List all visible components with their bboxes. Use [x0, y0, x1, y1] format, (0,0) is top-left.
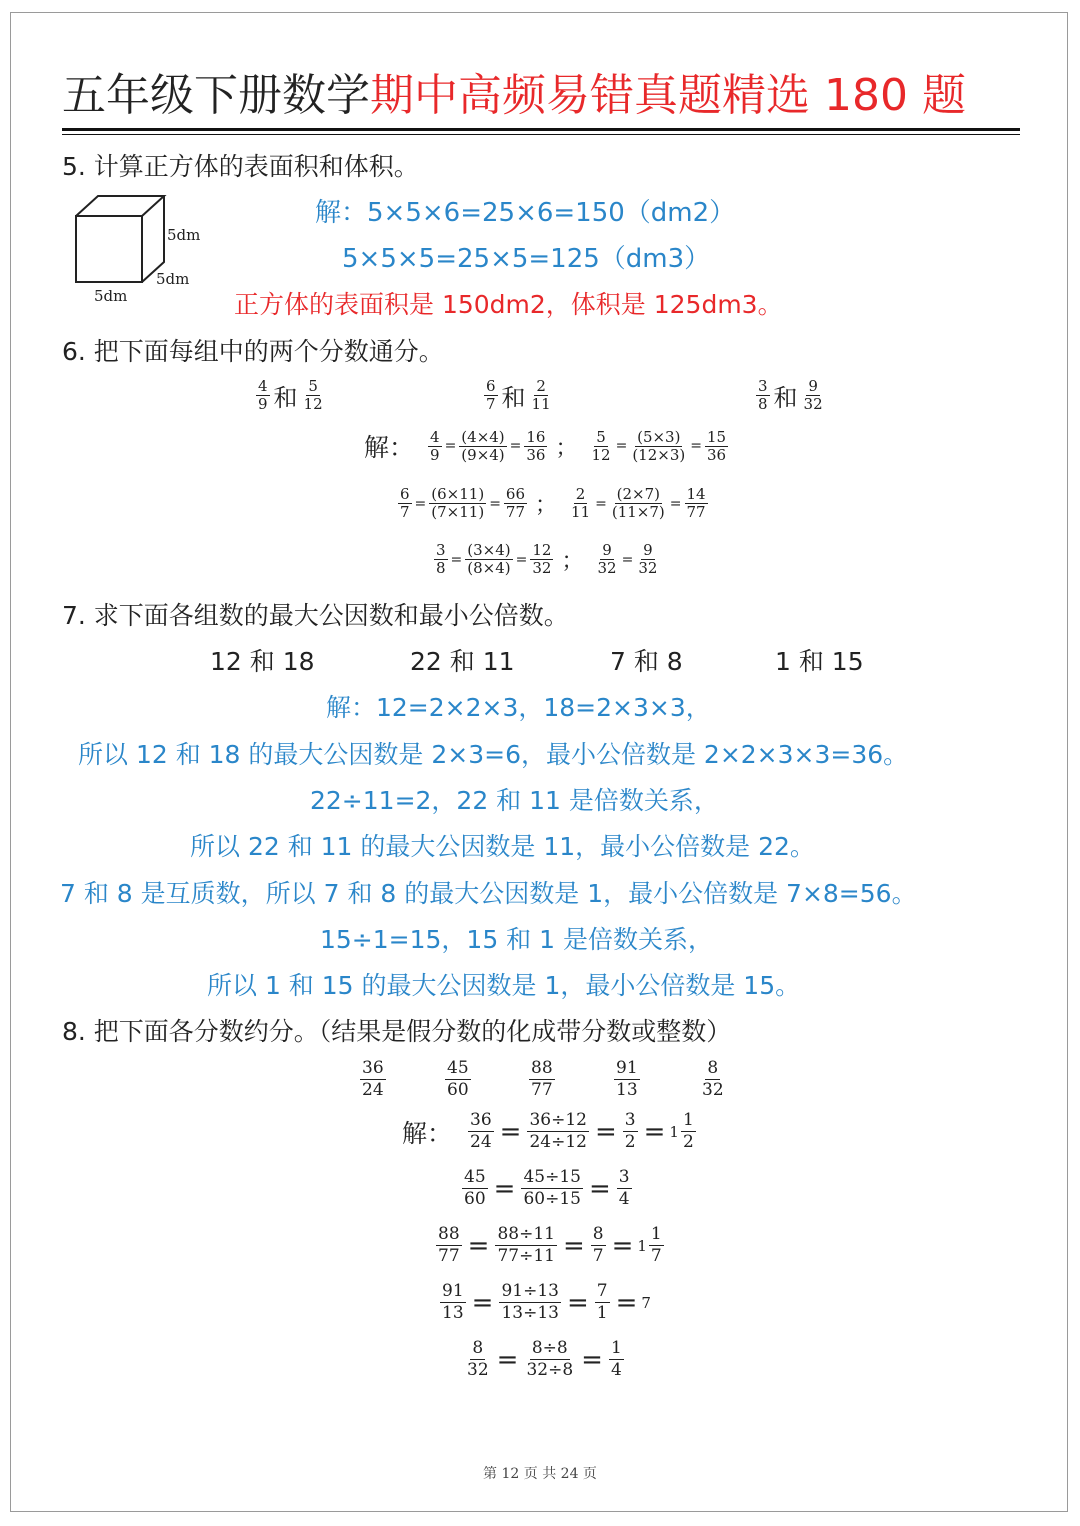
fraction: $\frac{15}{36}$ — [706, 427, 727, 464]
cube-label-depth: 5dm — [156, 270, 190, 288]
fraction: $\frac{(6\times 11)}{(7\times 11)}$ — [431, 485, 485, 521]
q5-solution-line1: 解：5×5×6=25×6=150（dm2） — [315, 198, 736, 228]
q5-solution-line2: 5×5×5=25×5=125（dm3） — [342, 244, 711, 274]
fraction: $\frac{4}{9}$ — [430, 427, 440, 464]
fraction: $\frac{45}{60}$ — [464, 1167, 486, 1209]
q7-line-7: 所以 1 和 15 的最大公因数是 1，最小公倍数是 15。 — [207, 971, 801, 1000]
fraction: $\frac{1}{4}$ — [610, 1338, 622, 1380]
jie-label: 解： — [402, 1118, 453, 1148]
fraction: $\frac{2}{11}$ — [571, 485, 591, 521]
mixed-number: 1 $\frac{1}{7}$ — [637, 1224, 662, 1266]
q5-question: 5. 计算正方体的表面积和体积。 — [62, 152, 419, 181]
q8-solution-2: $\frac{45}{60}$ = $\frac{45\div 15}{60\div 15}$ = $\frac{3}{4}$ — [464, 1167, 630, 1209]
fraction: $\frac{3}{2}$ — [624, 1110, 636, 1152]
q7-line-1: 解：12=2×2×3，18=2×3×3， — [326, 693, 711, 722]
q8-solution-5: $\frac{8}{32}$ = $\frac{8\div 8}{32\div 8}$ = $\frac{1}{4}$ — [467, 1338, 622, 1380]
title-rule-thin — [62, 134, 1020, 135]
fraction: $\frac{91}{13}$ — [616, 1058, 638, 1100]
q7-line-4: 所以 22 和 11 的最大公因数是 11，最小公倍数是 22。 — [190, 832, 815, 861]
fraction: $\frac{2}{11}$ — [531, 377, 551, 413]
fraction: $\frac{14}{77}$ — [686, 485, 706, 521]
title-rule-thick — [62, 128, 1020, 131]
separator: ； — [555, 435, 578, 461]
q6-solution-row-1: 解： $\frac{4}{9}$ = $\frac{(4\times 4)}{(9\times 4)}$ = $\frac{16}{36}$ ； $\frac{5}{12}$ = $\frac{(5\times 3)}{(12\times 3)}$ = $\frac{15}{36}$ — [364, 427, 727, 464]
fraction: $\frac{5}{12}$ — [591, 427, 611, 464]
q7-line-6: 15÷1=15，15 和 1 是倍数关系， — [320, 925, 713, 954]
fraction: $\frac{8}{32}$ — [702, 1058, 724, 1100]
fraction: $\frac{8}{7}$ — [592, 1224, 604, 1266]
fraction: $\frac{88}{77}$ — [438, 1224, 460, 1266]
fraction: $\frac{36\div 12}{24\div 12}$ — [529, 1110, 587, 1152]
fraction: $\frac{8}{32}$ — [467, 1338, 489, 1380]
title-black: 五年级下册数学 — [62, 70, 370, 121]
page-footer: 第 12 页 共 24 页 — [483, 1466, 597, 1482]
fraction: $\frac{45\div 15}{60\div 15}$ — [523, 1167, 581, 1209]
cube-label-bottom: 5dm — [94, 287, 128, 305]
q6-question: 6. 把下面每组中的两个分数通分。 — [62, 337, 444, 366]
fraction: $\frac{3}{8}$ — [436, 541, 446, 577]
fraction: $\frac{7}{1}$ — [596, 1281, 608, 1323]
he-label: 和 — [501, 384, 526, 412]
he-label: 和 — [273, 384, 298, 412]
he-label: 和 — [773, 384, 798, 412]
q7-line-5: 7 和 8 是互质数，所以 7 和 8 的最大公因数是 1，最小公倍数是 7×8=56。 — [60, 879, 917, 908]
fraction: $\frac{5}{12}$ — [303, 377, 323, 413]
q7-line-3: 22÷11=2，22 和 11 是倍数关系， — [310, 786, 719, 815]
fraction: $\frac{88\div 11}{77\div 11}$ — [497, 1224, 555, 1266]
q8-solution-4: $\frac{91}{13}$ = $\frac{91\div 13}{13\div 13}$ = $\frac{7}{1}$ = 7 — [442, 1281, 651, 1323]
fraction: $\frac{66}{77}$ — [505, 485, 526, 521]
q8-fraction-4 — [612, 1058, 642, 1101]
q7-pair-3: 7 和 8 — [610, 647, 683, 676]
q8-fraction-2 — [443, 1058, 473, 1101]
fraction: $\frac{91\div 13}{13\div 13}$ — [501, 1281, 559, 1323]
jie-label: 解： — [364, 433, 415, 462]
fraction: $\frac{8\div 8}{32\div 8}$ — [526, 1338, 574, 1380]
fraction: $\frac{(4\times 4)}{(9\times 4)}$ — [461, 427, 505, 464]
mixed-number: 1 $\frac{1}{2}$ — [669, 1110, 694, 1152]
page-title — [62, 66, 1022, 126]
fraction: $\frac{(3\times 4)}{(8\times 4)}$ — [467, 541, 511, 577]
whole-result: 7 — [641, 1293, 651, 1312]
q8-fraction-3 — [527, 1058, 557, 1101]
q6-solution-row-2: $\frac{6}{7}$ = $\frac{(6\times 11)}{(7\times 11)}$ = $\frac{66}{77}$ ； $\frac{2}{11}$ = $\frac{(2\times 7)}{(11\times 7)}$ = $\frac{14}{77}$ — [400, 485, 706, 521]
fraction: $\frac{6}{7}$ — [486, 377, 496, 413]
q8-fraction-1 — [358, 1058, 388, 1101]
fraction: $\frac{9}{32}$ — [597, 541, 617, 577]
fraction: $\frac{88}{77}$ — [531, 1058, 553, 1100]
q5-answer: 正方体的表面积是 150dm2，体积是 125dm3。 — [234, 290, 783, 319]
q6-group-3 — [754, 378, 827, 413]
fraction: $\frac{(5\times 3)}{(12\times 3)}$ — [632, 427, 686, 464]
title-red: 期中高频易错真题精选 180 题 — [370, 70, 966, 121]
fraction: $\frac{45}{60}$ — [447, 1058, 469, 1100]
q7-line-2: 所以 12 和 18 的最大公因数是 2×3=6，最小公倍数是 2×2×3×3=36。 — [78, 740, 909, 769]
q6-group-1 — [254, 378, 327, 413]
q6-solution-row-3: $\frac{3}{8}$ = $\frac{(3\times 4)}{(8\times 4)}$ = $\frac{12}{32}$ ； $\frac{9}{32}$ = $\frac{9}{32}$ — [436, 541, 658, 577]
q8-question: 8. 把下面各分数约分。（结果是假分数的化成带分数或整数） — [62, 1017, 732, 1046]
q8-fraction-5 — [698, 1058, 728, 1101]
fraction: $\frac{3}{4}$ — [618, 1167, 630, 1209]
cube-label-right: 5dm — [167, 226, 201, 244]
fraction: $\frac{(2\times 7)}{(11\times 7)}$ — [611, 485, 665, 521]
q7-pair-2: 22 和 11 — [410, 647, 515, 676]
fraction: $\frac{36}{24}$ — [362, 1058, 384, 1100]
fraction: $\frac{6}{7}$ — [400, 485, 410, 521]
fraction: $\frac{16}{36}$ — [526, 427, 546, 464]
cube-top-face — [76, 196, 164, 216]
cube-front-face — [76, 216, 142, 282]
fraction: $\frac{12}{32}$ — [532, 541, 552, 577]
separator: ； — [561, 549, 584, 574]
fraction: $\frac{36}{24}$ — [470, 1110, 492, 1152]
fraction: $\frac{4}{9}$ — [258, 377, 268, 413]
q6-group-2 — [482, 378, 555, 413]
fraction: $\frac{91}{13}$ — [442, 1281, 464, 1323]
separator: ； — [535, 493, 558, 518]
q7-pair-4: 1 和 15 — [775, 647, 864, 676]
fraction: $\frac{3}{8}$ — [758, 377, 768, 413]
cube-diagram — [70, 190, 220, 310]
q7-pair-1: 12 和 18 — [210, 647, 315, 676]
q8-solution-1: 解： $\frac{36}{24}$ = $\frac{36\div 12}{24\div 12}$ = $\frac{3}{2}$ = 1 $\frac{1}{2}$ — [400, 1110, 698, 1153]
fraction: $\frac{9}{32}$ — [638, 541, 658, 577]
q8-solution-3: $\frac{88}{77}$ = $\frac{88\div 11}{77\div 11}$ = $\frac{8}{7}$ = 1 $\frac{1}{7}$ — [434, 1224, 666, 1267]
q7-question: 7. 求下面各组数的最大公因数和最小公倍数。 — [62, 601, 569, 630]
fraction: $\frac{9}{32}$ — [803, 377, 823, 413]
